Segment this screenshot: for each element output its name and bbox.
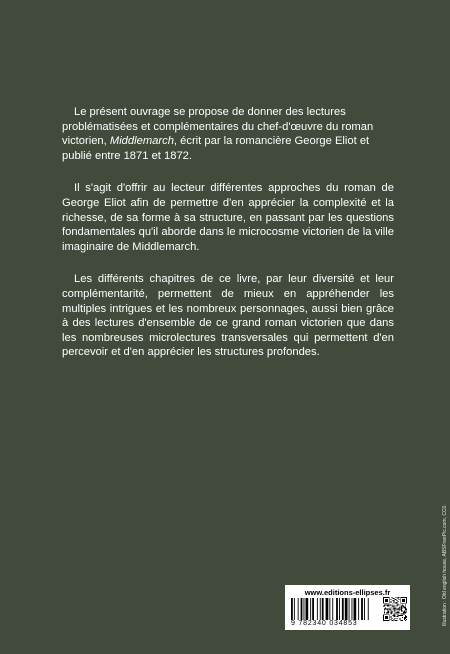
paragraph-1-intro: Le présent ouvrage se propose de donner des lectures problématisées et complémentaires du chef-d'œuvre du roman victorien,: [62, 106, 374, 148]
isbn-number: 9 782340 034853: [291, 620, 358, 627]
illustration-credit: Illustration : Old english house, ABSFreePic.com, CC0.: [442, 504, 448, 626]
publisher-website[interactable]: www.editions-ellipses.fr: [304, 588, 391, 597]
paragraph-1-end: , écrit par la romancière George Eliot et publié entre 1871 et 1872.: [62, 135, 370, 162]
barcode-icon: [291, 598, 381, 620]
description-paragraph-1: [62, 105, 394, 163]
description-paragraph-2: Il s'agit d'offrir au lecteur différentes approches du roman de George Eliot afin de permettre d'en apprécier la complexité et la richesse, de sa forme à sa structure, en passant par les questions fondamentales qu'il aborde dans le microcosme victorien de la ville imaginaire de Middlemarch.: [62, 182, 394, 253]
description-paragraph-3: Les différents chapitres de ce livre, par leur diversité et leur complémentarité, permettent de mieux en appréhender les multiples intrigues et les nombreux personnages, aussi bien grâce à des lectures d'ensemble de ce grand roman victorien que dans les nombreuses microlectures transversales qui permettent d'en percevoir et d'en apprécier les structures profondes.: [62, 273, 394, 359]
qr-code-icon: [383, 597, 407, 621]
novel-title: Middlemarch: [109, 135, 174, 148]
description-text: [62, 105, 394, 378]
barcode-panel: [285, 585, 410, 630]
